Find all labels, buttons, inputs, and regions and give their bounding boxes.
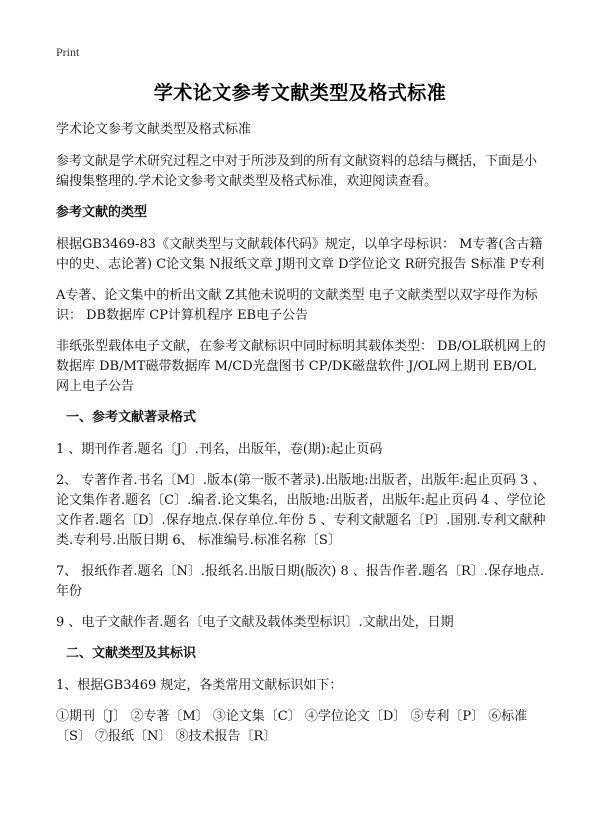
list-item: 1、根据GB3469 规定，各类常用文献标识如下： <box>56 678 343 693</box>
section-heading-identifiers: 二、文献类型及其标识 <box>66 646 197 661</box>
paragraph: A专著、论文集中的析出文献 Z其他未说明的文献类型 电子文献类型以双字母作为标识： DB数据库 CP计算机程序 EB电子公告 <box>56 288 538 323</box>
page-title: 学术论文参考文献类型及格式标准 <box>153 82 447 104</box>
article-body <box>56 120 546 758</box>
print-link[interactable]: Print <box>56 45 80 59</box>
list-item: 1 、期刊作者.题名〔J〕.刊名，出版年，卷(期):起止页码 <box>56 442 383 457</box>
list-item: 7、 报纸作者.题名〔N〕.报纸名.出版日期(版次) 8 、报告作者.题名〔R〕.保存地点.年份 <box>56 564 545 599</box>
paragraph: 非纸张型载体电子文献，在参考文献标识中同时标明其载体类型： DB/OL联机网上的数据库 DB/MT磁带数据库 M/CD光盘图书 CP/DK磁盘软件 J/OL网上期刊 EB/OL网上电子公告 <box>56 339 546 394</box>
list-item: ①期刊〔J〕 ②专著〔M〕 ③论文集〔C〕 ④学位论文〔D〕 ⑤专利〔P〕 ⑥标准〔S〕 ⑦报纸〔N〕 ⑧技术报告〔R〕 <box>56 709 528 744</box>
intro-paragraph: 参考文献是学术研究过程之中对于所涉及到的所有文献资料的总结与概括，下面是小编搜集整理的.学术论文参考文献类型及格式标准，欢迎阅读查看。 <box>56 154 538 189</box>
paragraph: 根据GB3469-83《文献类型与文献载体代码》规定，以单字母标识： M专著(含古籍中的史、志论著) C论文集 N报纸文章 J期刊文章 D学位论文 R研究报告 S标准 P专利 <box>56 237 545 272</box>
list-item: 2、 专著作者.书名〔M〕.版本(第一版不著录).出版地:出版者，出版年:起止页码 3 、 论文集作者.题名〔C〕.编者.论文集名，出版地:出版者，出版年:起止页码 4 、学位论文作者.题名〔D〕.保存地点.保存单位.年份 5 、专利文献题名〔P〕.国别.专利文献种类.专利号.出版日期 6、 标准编号.标准名称〔S〕 <box>56 473 546 548</box>
article-subtitle: 学术论文参考文献类型及格式标准 <box>56 122 252 137</box>
list-item: 9 、电子文献作者.题名〔电子文献及载体类型标识〕.文献出处，日期 <box>56 615 454 630</box>
section-heading-types: 参考文献的类型 <box>56 205 148 220</box>
section-heading-format: 一、参考文献著录格式 <box>66 410 197 425</box>
